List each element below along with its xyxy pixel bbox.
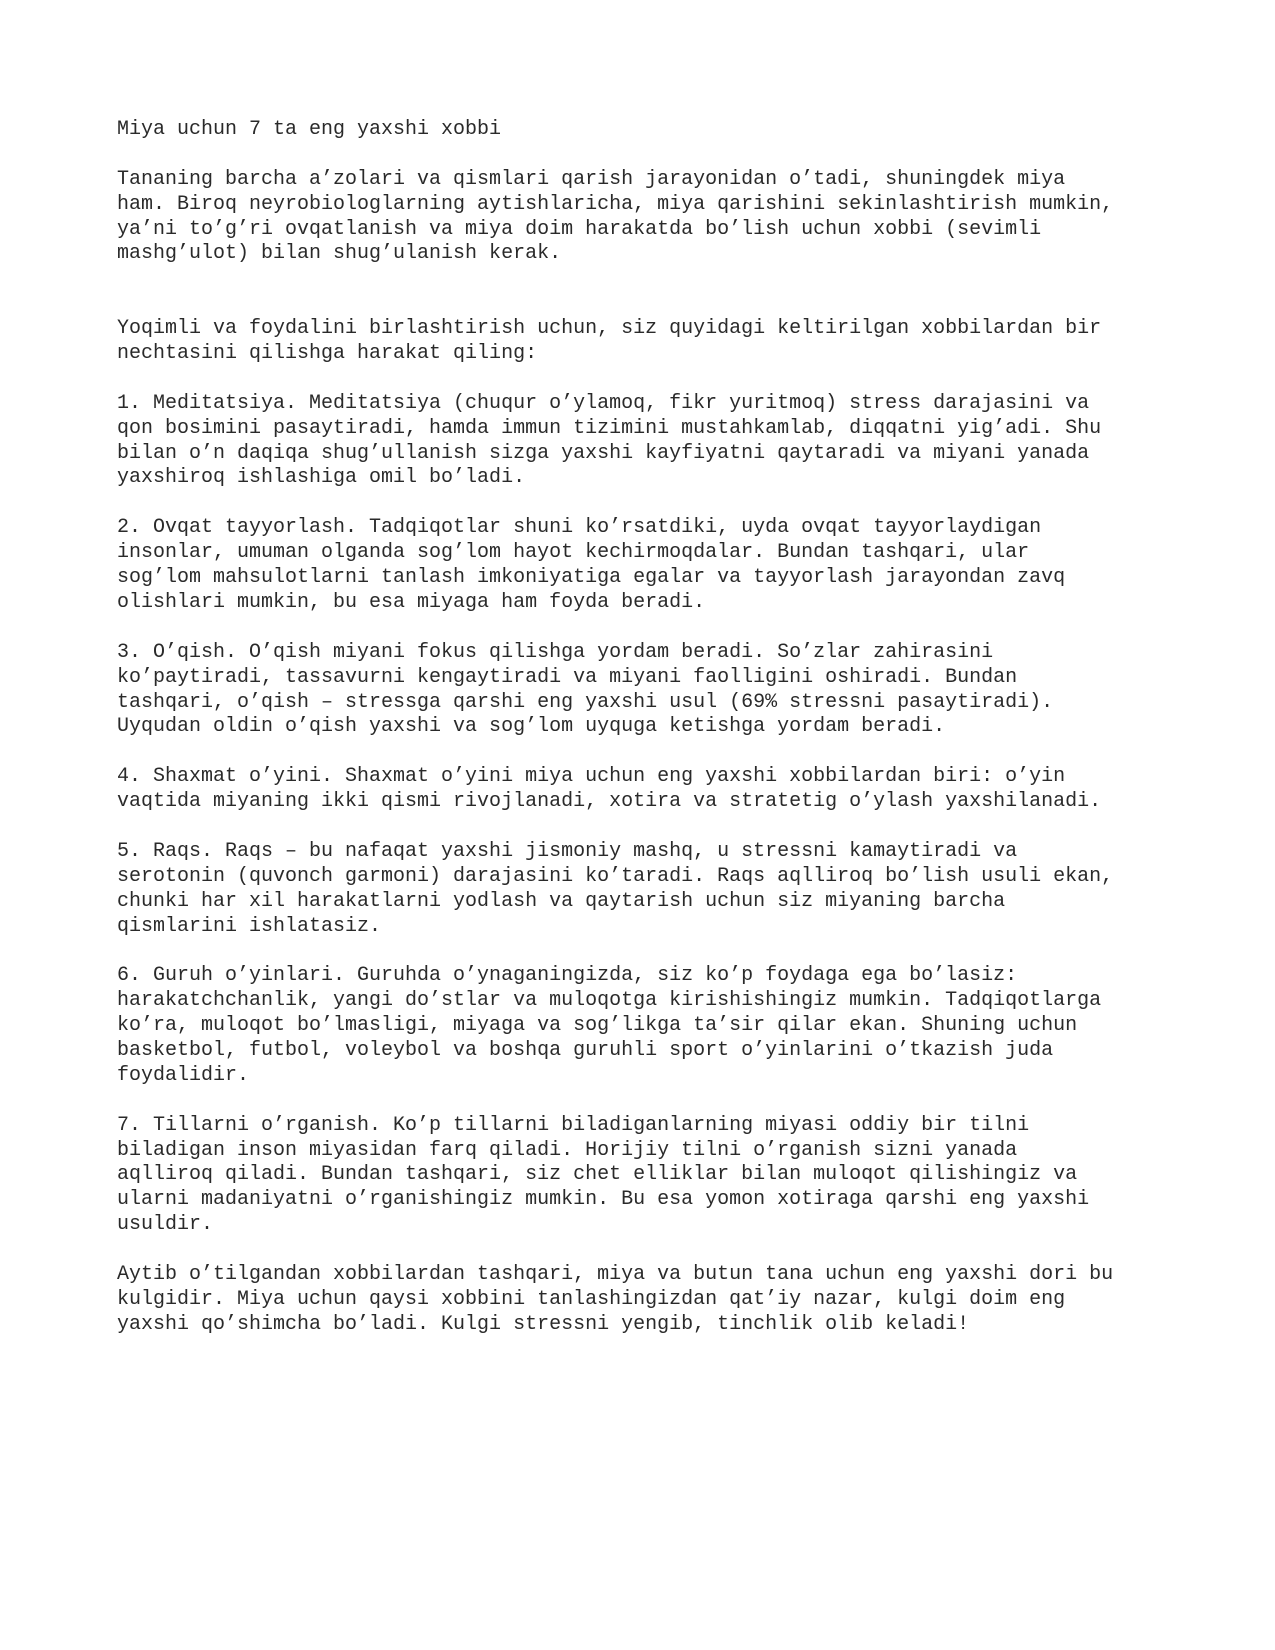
- item-line: usuldir.: [117, 1213, 214, 1237]
- item-line: Uyqudan oldin o’qish yaxshi va sog’lom uyquga ketishga yordam beradi.: [117, 715, 946, 739]
- item-line: qon bosimini pasaytiradi, hamda immun tizimini mustahkamlab, diqqatni yig’adi. Shu: [117, 416, 1102, 440]
- document-page: [117, 118, 1177, 1338]
- item-line: bilan o’n daqiqa shug’ullanish sizga yaxshi kayfiyatni qaytaradi va miyani yanada: [117, 441, 1090, 465]
- hobby-item-group-games: [117, 964, 1177, 1088]
- item-line: biladigan inson miyasidan farq qiladi. Horijiy tilni o’rganish sizni yanada: [117, 1138, 1018, 1162]
- item-line: 5. Raqs. Raqs – bu nafaqat yaxshi jismoniy mashq, u stressni kamaytiradi va: [117, 839, 1018, 863]
- hobby-item-languages: [117, 1114, 1177, 1238]
- intro-paragraph: [117, 168, 1177, 268]
- item-line: basketbol, futbol, voleybol va boshqa guruhli sport o’yinlarini o’tkazish juda: [117, 1038, 1054, 1062]
- conclusion-line: yaxshi qo’shimcha bo’ladi. Kulgi stressni yengib, tinchlik olib keladi!: [117, 1312, 970, 1336]
- intro-line: Tananing barcha a’zolari va qismlari qarish jarayonidan o’tadi, shuningdek miya: [117, 167, 1066, 191]
- item-line: 1. Meditatsiya. Meditatsiya (chuqur o’ylamoq, fikr yuritmoq) stress darajasini va: [117, 391, 1090, 415]
- item-line: ko’ra, muloqot bo’lmasligi, miyaga va sog’likga ta’sir qilar ekan. Shuning uchun: [117, 1014, 1078, 1038]
- item-line: yaxshiroq ishlashiga omil bo’ladi.: [117, 466, 526, 490]
- conclusion-paragraph: [117, 1263, 1177, 1338]
- hobby-item-meditation: [117, 392, 1177, 492]
- item-line: 7. Tillarni o’rganish. Ko’p tillarni biladiganlarning miyasi oddiy bir tilni: [117, 1113, 1030, 1137]
- conclusion-line: Aytib o’tilgandan xobbilardan tashqari, miya va butun tana uchun eng yaxshi dori bu: [117, 1262, 1114, 1286]
- hobby-item-dance: [117, 840, 1177, 940]
- item-line: aqlliroq qiladi. Bundan tashqari, siz chet elliklar bilan muloqot qilishingiz va: [117, 1163, 1078, 1187]
- item-line: insonlar, umuman olganda sog’lom hayot kechirmoqdalar. Bundan tashqari, ular: [117, 541, 1030, 565]
- item-line: 2. Ovqat tayyorlash. Tadqiqotlar shuni ko’rsatdiki, uyda ovqat tayyorlaydigan: [117, 516, 1042, 540]
- hobby-item-reading: [117, 641, 1177, 741]
- document-title: Miya uchun 7 ta eng yaxshi xobbi: [117, 118, 502, 141]
- item-line: serotonin (quvonch garmoni) darajasini ko’taradi. Raqs aqlliroq bo’lish usuli ekan,: [117, 864, 1114, 888]
- item-line: ularni madaniyatni o’rganishingiz mumkin. Bu esa yomon xotiraga qarshi eng yaxshi: [117, 1188, 1090, 1212]
- item-line: tashqari, o’qish – stressga qarshi eng yaxshi usul (69% stressni pasaytiradi).: [117, 690, 1054, 714]
- item-line: 3. O’qish. O’qish miyani fokus qilishga yordam beradi. So’zlar zahirasini: [117, 640, 994, 664]
- item-line: vaqtida miyaning ikki qismi rivojlanadi, xotira va stratetig o’ylash yaxshilanadi.: [117, 790, 1102, 814]
- lead-line: nechtasini qilishga harakat qiling:: [117, 342, 538, 366]
- item-line: 6. Guruh o’yinlari. Guruhda o’ynaganingizda, siz ko’p foydaga ega bo’lasiz:: [117, 964, 1018, 988]
- lead-line: Yoqimli va foydalini birlashtirish uchun, siz quyidagi keltirilgan xobbilardan bir: [117, 317, 1102, 341]
- hobby-item-chess: [117, 765, 1177, 815]
- item-line: sog’lom mahsulotlarni tanlash imkoniyatiga egalar va tayyorlash jarayondan zavq: [117, 566, 1066, 590]
- item-line: foydalidir.: [117, 1063, 250, 1087]
- intro-line: ya’ni to’g’ri ovqatlanish va miya doim harakatda bo’lish uchun xobbi (sevimli: [117, 217, 1042, 241]
- item-line: harakatchchanlik, yangi do’stlar va muloqotga kirishishingiz mumkin. Tadqiqotlarga: [117, 989, 1102, 1013]
- lead-paragraph: [117, 317, 1177, 367]
- item-line: qismlarini ishlatasiz.: [117, 914, 382, 938]
- intro-line: mashg’ulot) bilan shug’ulanish kerak.: [117, 242, 562, 266]
- item-line: olishlari mumkin, bu esa miyaga ham foyda beradi.: [117, 590, 706, 614]
- item-line: ko’paytiradi, tassavurni kengaytiradi va miyani faolligini oshiradi. Bundan: [117, 665, 1018, 689]
- intro-line: ham. Biroq neyrobiologlarning aytishlaricha, miya qarishini sekinlashtirish mumkin,: [117, 192, 1114, 216]
- item-line: 4. Shaxmat o’yini. Shaxmat o’yini miya uchun eng yaxshi xobbilardan biri: o’yin: [117, 765, 1066, 789]
- hobby-item-cooking: [117, 516, 1177, 616]
- conclusion-line: kulgidir. Miya uchun qaysi xobbini tanlashingizdan qat’iy nazar, kulgi doim eng: [117, 1287, 1066, 1311]
- item-line: chunki har xil harakatlarni yodlash va qaytarish uchun siz miyaning barcha: [117, 889, 1006, 913]
